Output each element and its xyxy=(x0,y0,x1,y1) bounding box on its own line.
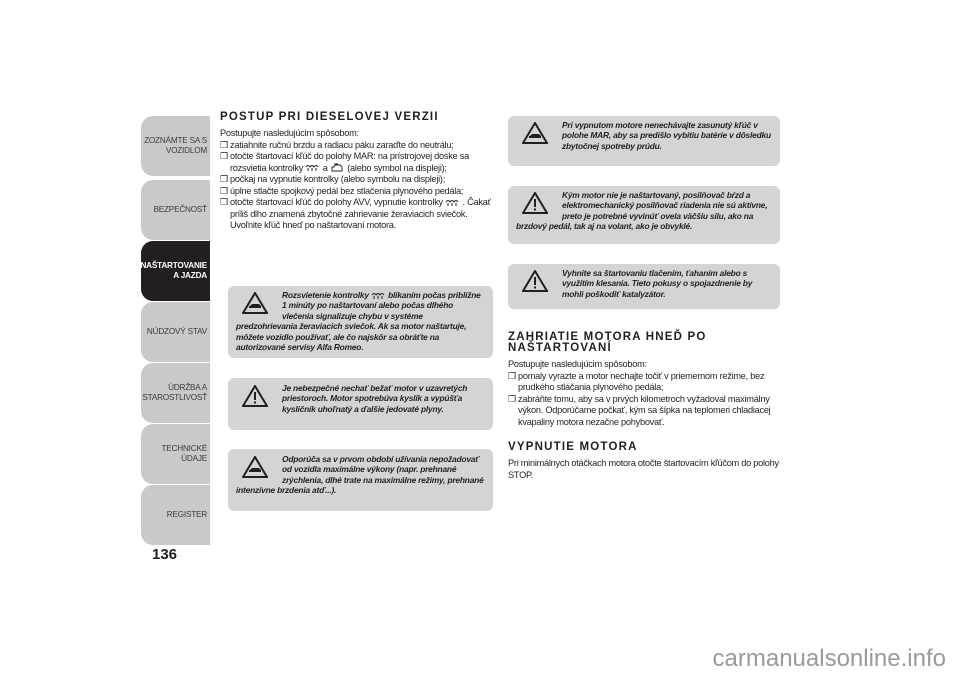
checkbox-bullet-icon: ❒ xyxy=(220,151,228,161)
watermark: carmanualsonline.info xyxy=(712,645,946,672)
intro-text: Postupujte nasledujúcim spôsobom: xyxy=(220,128,359,138)
warning-triangle-icon xyxy=(242,385,268,407)
warning-triangle-icon xyxy=(522,192,548,214)
nav-tab-starting-driving[interactable] xyxy=(141,241,210,301)
list-item: ❒ úplne stlačte spojkový pedál bez stlačenia plynového pedála; xyxy=(220,185,464,196)
list-item: ❒ zabráňte tomu, aby sa v prvých kilometroch vyžadoval maximálny výkon. Odporúčame počkať, kým sa šípka na teplomeri chladiacej kvapaliny motora nezačne pohybovať. xyxy=(508,393,771,427)
nav-tab-safety[interactable] xyxy=(141,180,210,240)
caution-car-icon xyxy=(242,456,268,478)
section-heading: ZAHRIATIE MOTORA HNEĎ PO NAŠTARTOVANÍ xyxy=(508,331,707,354)
nav-tab-technical-data[interactable] xyxy=(141,424,210,484)
glow-plug-icon xyxy=(371,292,386,300)
note-box-key-position: Pri vypnutom motore nenechávajte zasunutý kľúč v polohe MAR, aby sa predišlo vybitiu batérie v dôsledku zbytočnej spotreby prúdu. xyxy=(508,116,780,166)
checkbox-bullet-icon: ❒ xyxy=(220,174,228,184)
warm-up-section xyxy=(508,332,780,481)
checkbox-bullet-icon: ❒ xyxy=(220,139,228,150)
note-box-exhaust-warning: Je nebezpečné nechať bežať motor v uzavretých priestoroch. Motor spotrebúva kyslík a vypúšťa kysličník uhoľnatý a ďalšie jedovaté plyny. xyxy=(228,378,493,430)
list-item: ❒ otočte štartovací kľúč do polohy AVV, vypnutie kontrolky . Čakať príliš dlho znamená zbytočné zahrievanie žeraviacich sviečok. Uvoľnite kľúč hneď po naštartovaní motora. xyxy=(220,197,491,230)
nav-tab-maintenance[interactable] xyxy=(141,363,210,423)
nav-tab-label: BEZPEČNOSŤ xyxy=(153,205,207,214)
note-box-break-in: Odporúča sa v prvom období užívania nepožadovať od vozidla maximálne výkony (napr. prehnané zrýchlenia, dlhé trate na maximálne režimy, prehnané intenzívne brzdenia atď...). xyxy=(228,449,493,511)
caution-car-icon xyxy=(242,292,268,314)
body-text: Pri minimálnych otáčkach motora otočte štartovacím kľúčom do polohy STOP. xyxy=(508,458,779,480)
checkbox-bullet-icon: ❒ xyxy=(508,370,516,381)
caution-car-icon xyxy=(522,122,548,144)
nav-tab-label: ÚDRŽBA A STAROSTLIVOSŤ xyxy=(142,383,208,402)
section-heading: POSTUP PRI DIESELOVEJ VERZII xyxy=(220,111,439,123)
nav-tab-label: ZOZNÁMTE SA S VOZIDLOM xyxy=(144,136,207,155)
nav-tab-index[interactable] xyxy=(141,485,210,545)
list-item: ❒ zatiahnite ručnú brzdu a radiacu páku zaraďte do neutrálu; xyxy=(220,139,454,150)
list-item: ❒ otočte štartovací kľúč do polohy MAR: na prístrojovej doske sa rozsvietia kontrolky a (alebo symbol na displeji); xyxy=(220,151,469,173)
note-box-glow-plug: Rozsvietenie kontrolky blikaním počas približne 1 minúty po naštartovaní alebo počas dlhého vlečenia signalizuje chybu v systéme predzohrievania žeraviacich sviečok. Ak sa motor naštartuje, môžete vozidlo používať, ale čo najskôr sa obráťte na autorizované servisy Alfa Romeo. xyxy=(228,286,493,358)
note-box-push-start: Vyhnite sa štartovaniu tlačením, ťahaním alebo s využitím klesania. Tieto pokusy o spojazdnenie by mohli poškodiť katalyzátor. xyxy=(508,264,780,309)
checkbox-bullet-icon: ❒ xyxy=(220,185,228,196)
note-box-power-steering: Kým motor nie je naštartovaný, posilňovač bŕzd a elektromechanický posilňovač riadenia nie sú aktívne, preto je potrebné vyvinúť ovela väčšiu silu, ako na brzdový pedál, tak aj na volant, ako je obvyklé. xyxy=(508,186,780,244)
engine-fault-icon xyxy=(330,163,345,173)
nav-tab-label: NÚDZOVÝ STAV xyxy=(146,327,207,336)
nav-tab-emergency[interactable] xyxy=(141,302,210,362)
nav-tab-label: REGISTER xyxy=(166,510,207,519)
page-number: 136 xyxy=(152,546,178,563)
glow-plug-icon xyxy=(305,164,320,172)
nav-tab-label: NAŠTARTOVANIE A JAZDA xyxy=(140,261,207,280)
left-column xyxy=(220,112,493,232)
list-item: ❒ pomaly vyrazte a motor nechajte točiť v priemernom režime, bez prudkého stláčania plynového pedála; xyxy=(508,370,765,392)
nav-tab-label: TECHNICKÉ ÚDAJE xyxy=(161,444,207,463)
warning-triangle-icon xyxy=(522,270,548,292)
glow-plug-icon xyxy=(445,199,460,207)
checkbox-bullet-icon: ❒ xyxy=(508,393,516,404)
section-heading: VYPNUTIE MOTORA xyxy=(508,441,638,453)
intro-text: Postupujte nasledujúcim spôsobom: xyxy=(508,359,647,369)
list-item: ❒ počkaj na vypnutie kontrolky (alebo symbolu na displeji); xyxy=(220,174,446,184)
checkbox-bullet-icon: ❒ xyxy=(220,197,228,207)
nav-tab-vehicle[interactable] xyxy=(141,116,210,176)
